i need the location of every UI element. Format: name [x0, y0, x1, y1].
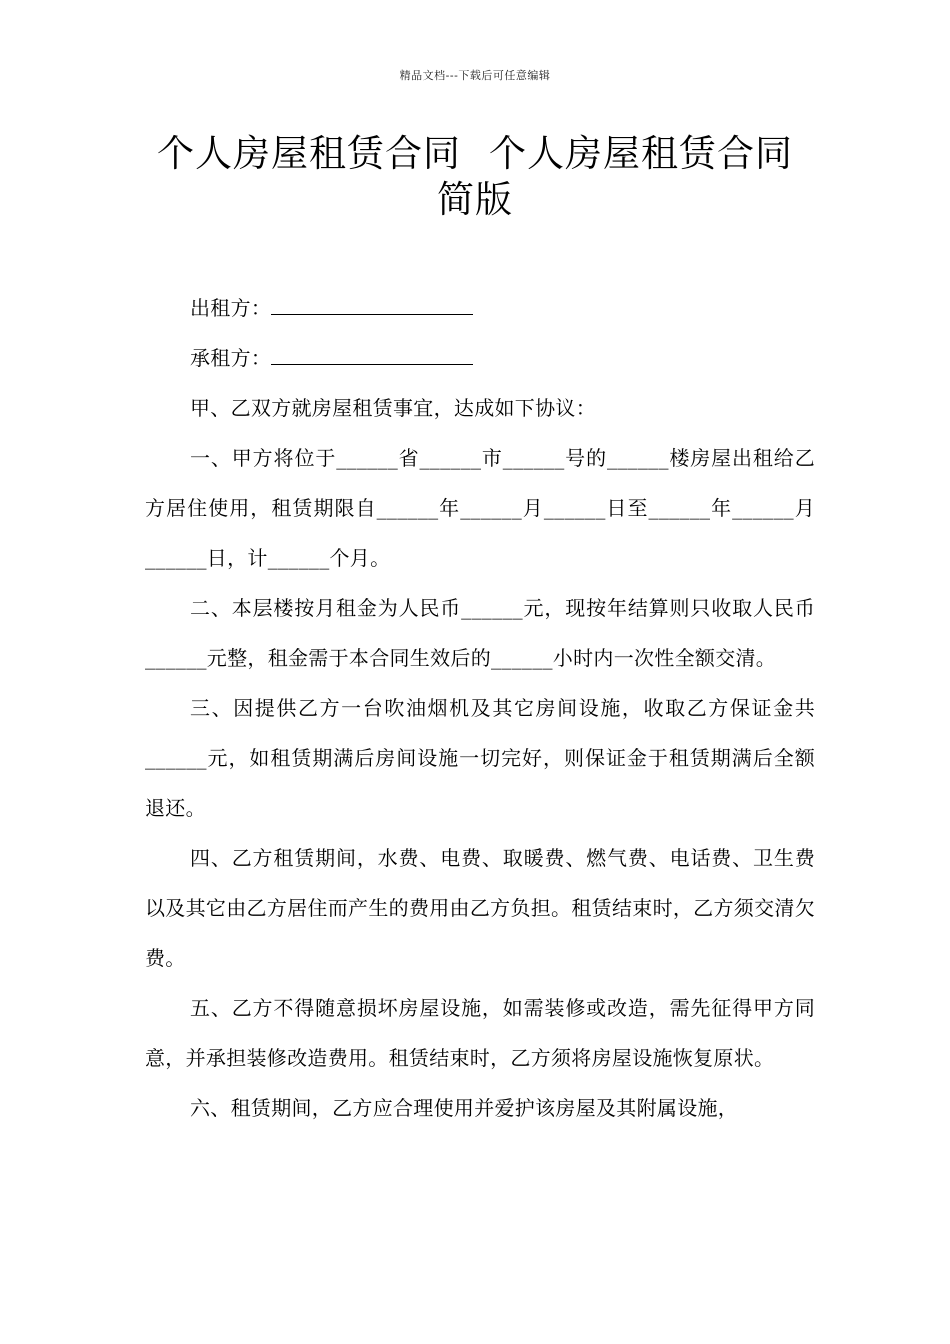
lessee-label: 承租方： — [190, 346, 272, 370]
header-note: 精品文档---下载后可任意编辑 — [399, 69, 551, 82]
paragraph-clause-1: 一、甲方将位于______省______市______号的______楼房屋出租给乙方居住使用，租赁期限自______年______月______日至______年______月______日，计______个月。 — [145, 446, 815, 570]
lessor-label: 出租方： — [190, 296, 272, 320]
paragraph-clause-4: 四、乙方租赁期间，水费、电费、取暖费、燃气费、电话费、卫生费以及其它由乙方居住而产生的费用由乙方负担。租赁结束时，乙方须交清欠费。 — [145, 846, 815, 970]
document-title — [140, 131, 810, 223]
title-part-3: 简版 — [437, 178, 513, 221]
contract-body — [145, 283, 815, 1133]
paragraph-intro: 甲、乙双方就房屋租赁事宜，达成如下协议： — [190, 396, 596, 420]
paragraph-clause-5: 五、乙方不得随意损坏房屋设施，如需装修或改造，需先征得甲方同意，并承担装修改造费用。租赁结束时，乙方须将房屋设施恢复原状。 — [145, 996, 815, 1070]
title-part-2: 个人房屋租赁合同 — [489, 132, 793, 175]
lessor-blank — [271, 313, 473, 315]
lessor-line — [145, 283, 815, 333]
title-part-1: 个人房屋租赁合同 — [157, 132, 461, 175]
lessee-line — [145, 333, 815, 383]
paragraph-clause-2: 二、本层楼按月租金为人民币______元，现按年结算则只收取人民币______元整，租金需于本合同生效后的______小时内一次性全额交清。 — [145, 596, 815, 670]
paragraph-clause-3: 三、因提供乙方一台吹油烟机及其它房间设施，收取乙方保证金共______元，如租赁期满后房间设施一切完好，则保证金于租赁期满后全额退还。 — [145, 696, 815, 820]
lessee-blank — [271, 363, 473, 365]
paragraph-clause-6: 六、租赁期间，乙方应合理使用并爱护该房屋及其附属设施， — [190, 1096, 739, 1120]
